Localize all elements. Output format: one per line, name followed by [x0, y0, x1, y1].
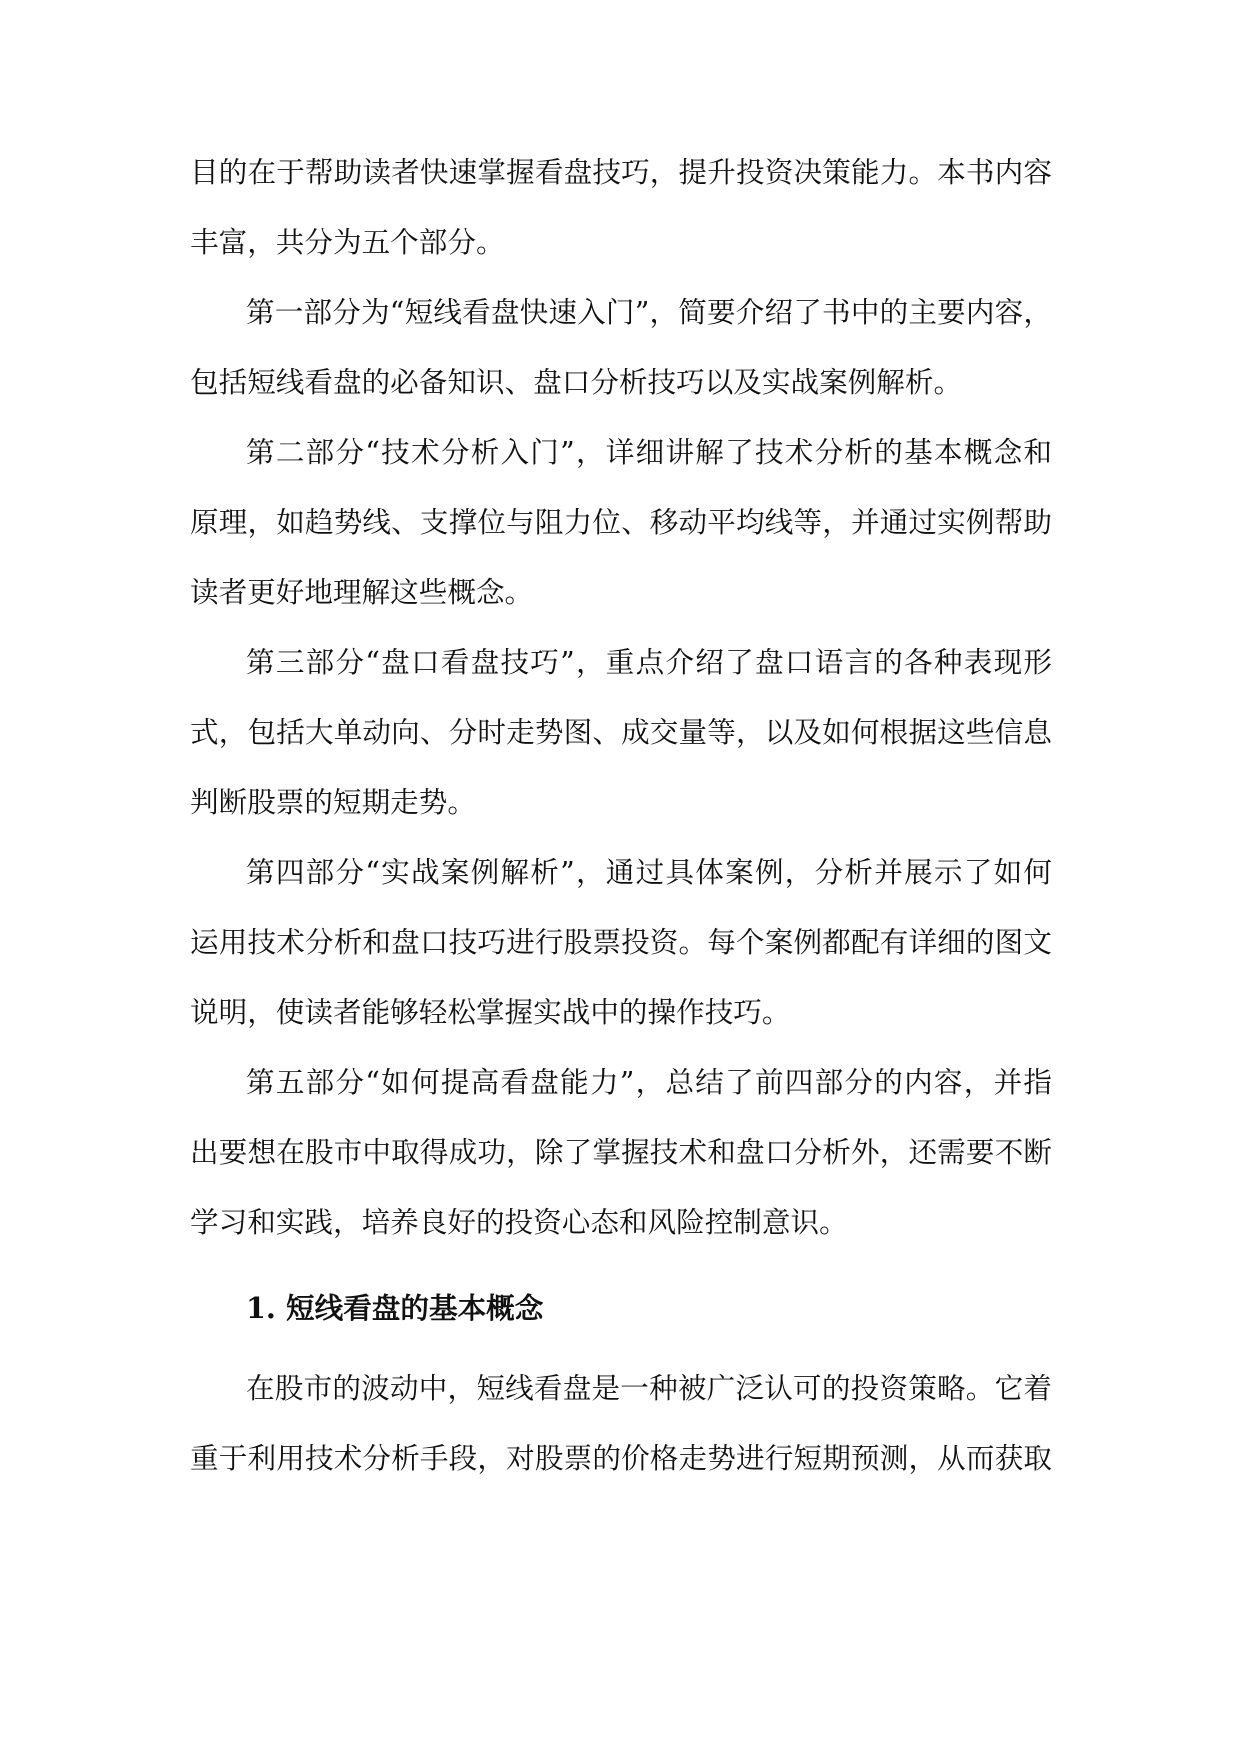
paragraph-line: 第二部分“技术分析入门”，详细讲解了技术分析的基本概念和 [246, 435, 1052, 469]
paragraph-line: 运用技术分析和盘口技巧进行股票投资。每个案例都配有详细的图文 [190, 925, 1052, 959]
section-heading [246, 1286, 543, 1330]
paragraph-line: 学习和实践，培养良好的投资心态和风险控制意识。 [190, 1205, 848, 1239]
paragraph-line: 判断股票的短期走势。 [190, 785, 476, 819]
paragraph-line: 说明，使读者能够轻松掌握实战中的操作技巧。 [190, 995, 791, 1029]
paragraph-line: 第一部分为“短线看盘快速入门”，简要介绍了书中的主要内容， [246, 295, 1052, 329]
section-title: 短线看盘的基本概念 [286, 1291, 544, 1325]
section-number: 1. [246, 1291, 276, 1325]
paragraph-line: 丰富，共分为五个部分。 [190, 225, 505, 259]
paragraph-line: 在股市的波动中，短线看盘是一种被广泛认可的投资策略。它着 [246, 1371, 1052, 1405]
paragraph-line: 目的在于帮助读者快速掌握看盘技巧，提升投资决策能力。本书内容 [190, 155, 1052, 189]
paragraph-line: 第五部分“如何提高看盘能力”，总结了前四部分的内容，并指 [246, 1065, 1052, 1099]
paragraph-line: 读者更好地理解这些概念。 [190, 575, 534, 609]
paragraph-line: 第三部分“盘口看盘技巧”，重点介绍了盘口语言的各种表现形 [246, 645, 1052, 679]
paragraph-line: 原理，如趋势线、支撑位与阻力位、移动平均线等，并通过实例帮助 [190, 505, 1052, 539]
paragraph-line: 包括短线看盘的必备知识、盘口分析技巧以及实战案例解析。 [190, 365, 963, 399]
paragraph-line: 第四部分“实战案例解析”，通过具体案例，分析并展示了如何 [246, 855, 1052, 889]
paragraph-line: 重于利用技术分析手段，对股票的价格走势进行短期预测，从而获取 [190, 1441, 1052, 1475]
paragraph-line: 式，包括大单动向、分时走势图、成交量等，以及如何根据这些信息 [190, 715, 1052, 749]
paragraph-line: 出要想在股市中取得成功，除了掌握技术和盘口分析外，还需要不断 [190, 1135, 1052, 1169]
